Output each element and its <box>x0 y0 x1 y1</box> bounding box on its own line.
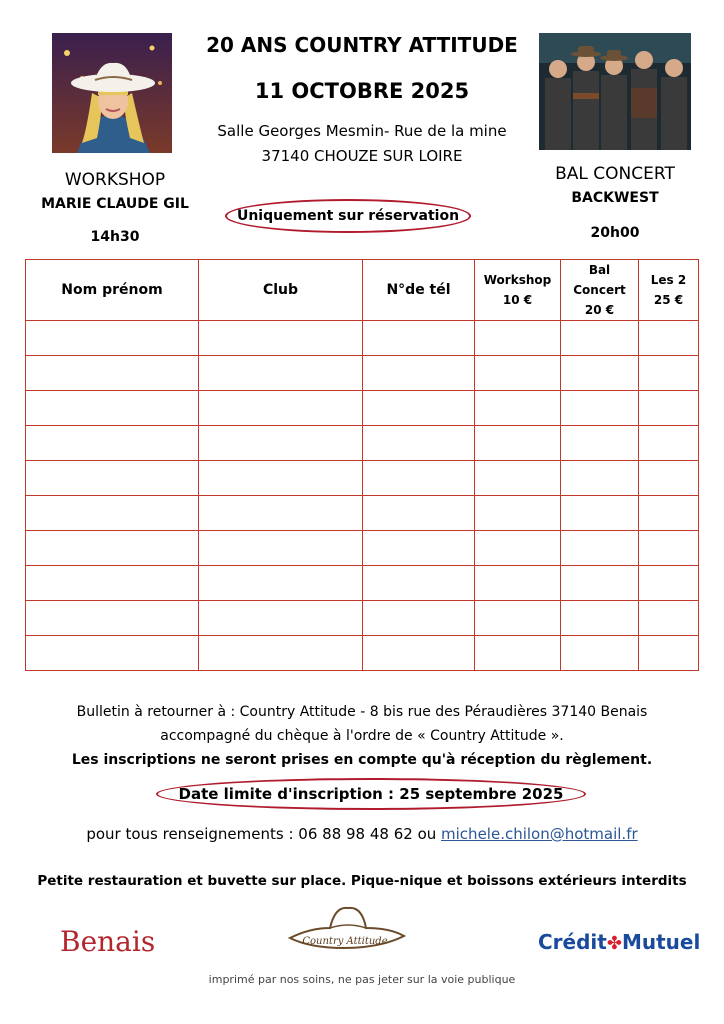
table-cell[interactable] <box>199 566 363 601</box>
table-cell[interactable] <box>199 321 363 356</box>
bal-time: 20h00 <box>590 225 640 241</box>
contact-email-link[interactable]: michele.chilon@hotmail.fr <box>441 825 638 843</box>
header-bal-concert: Bal Concert 20 € <box>561 260 639 321</box>
country-attitude-logo-text: Country Attitude <box>302 936 388 947</box>
header-les-2: Les 2 25 € <box>639 260 699 321</box>
table-cell[interactable] <box>199 496 363 531</box>
table-cell[interactable] <box>561 531 639 566</box>
header-nom-prenom: Nom prénom <box>26 260 199 321</box>
band-photo <box>539 33 691 150</box>
credit-mutuel-icon: ✤ <box>606 933 622 954</box>
workshop-name: MARIE CLAUDE GIL <box>41 196 189 212</box>
table-header-row <box>26 260 699 321</box>
table-cell[interactable] <box>26 461 199 496</box>
table-cell[interactable] <box>26 356 199 391</box>
table-row <box>26 566 699 601</box>
table-cell[interactable] <box>26 321 199 356</box>
table-cell[interactable] <box>363 566 475 601</box>
table-row <box>26 321 699 356</box>
registration-table <box>25 259 699 671</box>
table-cell[interactable] <box>199 391 363 426</box>
table-cell[interactable] <box>199 636 363 671</box>
table-cell[interactable] <box>26 391 199 426</box>
table-cell[interactable] <box>561 496 639 531</box>
table-cell[interactable] <box>26 426 199 461</box>
table-cell[interactable] <box>26 496 199 531</box>
reservation-note: Uniquement sur réservation <box>236 208 460 224</box>
table-cell[interactable] <box>475 636 561 671</box>
table-cell[interactable] <box>475 601 561 636</box>
table-cell[interactable] <box>363 636 475 671</box>
table-cell[interactable] <box>561 356 639 391</box>
header-telephone: N°de tél <box>363 260 475 321</box>
table-cell[interactable] <box>363 601 475 636</box>
table-cell[interactable] <box>26 566 199 601</box>
table-row <box>26 636 699 671</box>
table-cell[interactable] <box>639 426 699 461</box>
table-row <box>26 496 699 531</box>
table-cell[interactable] <box>639 391 699 426</box>
table-cell[interactable] <box>475 426 561 461</box>
table-row <box>26 461 699 496</box>
table-cell[interactable] <box>199 461 363 496</box>
food-note: Petite restauration et buvette sur place. Pique-nique et boissons extérieurs interdits <box>37 873 687 889</box>
event-title: 20 ANS COUNTRY ATTITUDE <box>206 33 518 57</box>
table-row <box>26 531 699 566</box>
table-cell[interactable] <box>363 496 475 531</box>
return-payment-note: Les inscriptions ne seront prises en compte qu'à réception du règlement. <box>71 752 653 768</box>
table-cell[interactable] <box>561 321 639 356</box>
header-workshop: Workshop 10 € <box>475 260 561 321</box>
table-cell[interactable] <box>363 321 475 356</box>
credit-mutuel-logo: Crédit✤Mutuel <box>538 930 701 954</box>
country-attitude-logo <box>280 898 410 962</box>
table-cell[interactable] <box>561 566 639 601</box>
table-cell[interactable] <box>26 601 199 636</box>
table-row <box>26 356 699 391</box>
table-cell[interactable] <box>199 531 363 566</box>
workshop-photo <box>52 33 172 153</box>
table-cell[interactable] <box>363 531 475 566</box>
benais-logo: Benais <box>60 925 156 958</box>
table-cell[interactable] <box>561 391 639 426</box>
table-cell[interactable] <box>475 321 561 356</box>
table-cell[interactable] <box>561 636 639 671</box>
table-cell[interactable] <box>639 601 699 636</box>
workshop-time: 14h30 <box>90 229 140 245</box>
contact-phone: pour tous renseignements : 06 88 98 48 62 ou <box>86 825 442 843</box>
table-cell[interactable] <box>363 356 475 391</box>
table-cell[interactable] <box>199 426 363 461</box>
workshop-title: WORKSHOP <box>64 170 166 190</box>
venue-address: Salle Georges Mesmin- Rue de la mine <box>217 122 507 140</box>
table-cell[interactable] <box>639 356 699 391</box>
table-cell[interactable] <box>363 461 475 496</box>
header-club: Club <box>199 260 363 321</box>
bal-band-name: BACKWEST <box>571 190 659 206</box>
table-cell[interactable] <box>639 321 699 356</box>
table-cell[interactable] <box>26 531 199 566</box>
table-cell[interactable] <box>475 531 561 566</box>
table-cell[interactable] <box>199 356 363 391</box>
return-cheque: accompagné du chèque à l'ordre de « Country Attitude ». <box>160 728 564 744</box>
table-row <box>26 391 699 426</box>
event-date: 11 OCTOBRE 2025 <box>254 79 470 103</box>
table-cell[interactable] <box>26 636 199 671</box>
table-cell[interactable] <box>363 391 475 426</box>
table-cell[interactable] <box>639 461 699 496</box>
table-cell[interactable] <box>475 496 561 531</box>
venue-city: 37140 CHOUZE SUR LOIRE <box>261 147 463 165</box>
table-cell[interactable] <box>561 601 639 636</box>
table-cell[interactable] <box>639 566 699 601</box>
table-cell[interactable] <box>639 531 699 566</box>
bal-title: BAL CONCERT <box>555 164 675 184</box>
table-cell[interactable] <box>475 461 561 496</box>
table-cell[interactable] <box>475 356 561 391</box>
contact-info <box>10 825 714 843</box>
table-cell[interactable] <box>639 636 699 671</box>
table-row <box>26 601 699 636</box>
footer-note: imprimé par nos soins, ne pas jeter sur la voie publique <box>208 973 516 986</box>
table-row <box>26 426 699 461</box>
table-cell[interactable] <box>199 601 363 636</box>
table-cell[interactable] <box>561 461 639 496</box>
table-cell[interactable] <box>363 426 475 461</box>
return-address: Bulletin à retourner à : Country Attitude - 8 bis rue des Péraudières 37140 Benais <box>76 704 648 720</box>
table-cell[interactable] <box>639 496 699 531</box>
table-cell[interactable] <box>561 426 639 461</box>
table-cell[interactable] <box>475 566 561 601</box>
deadline-text: Date limite d'inscription : 25 septembre 2025 <box>178 785 564 803</box>
table-cell[interactable] <box>475 391 561 426</box>
